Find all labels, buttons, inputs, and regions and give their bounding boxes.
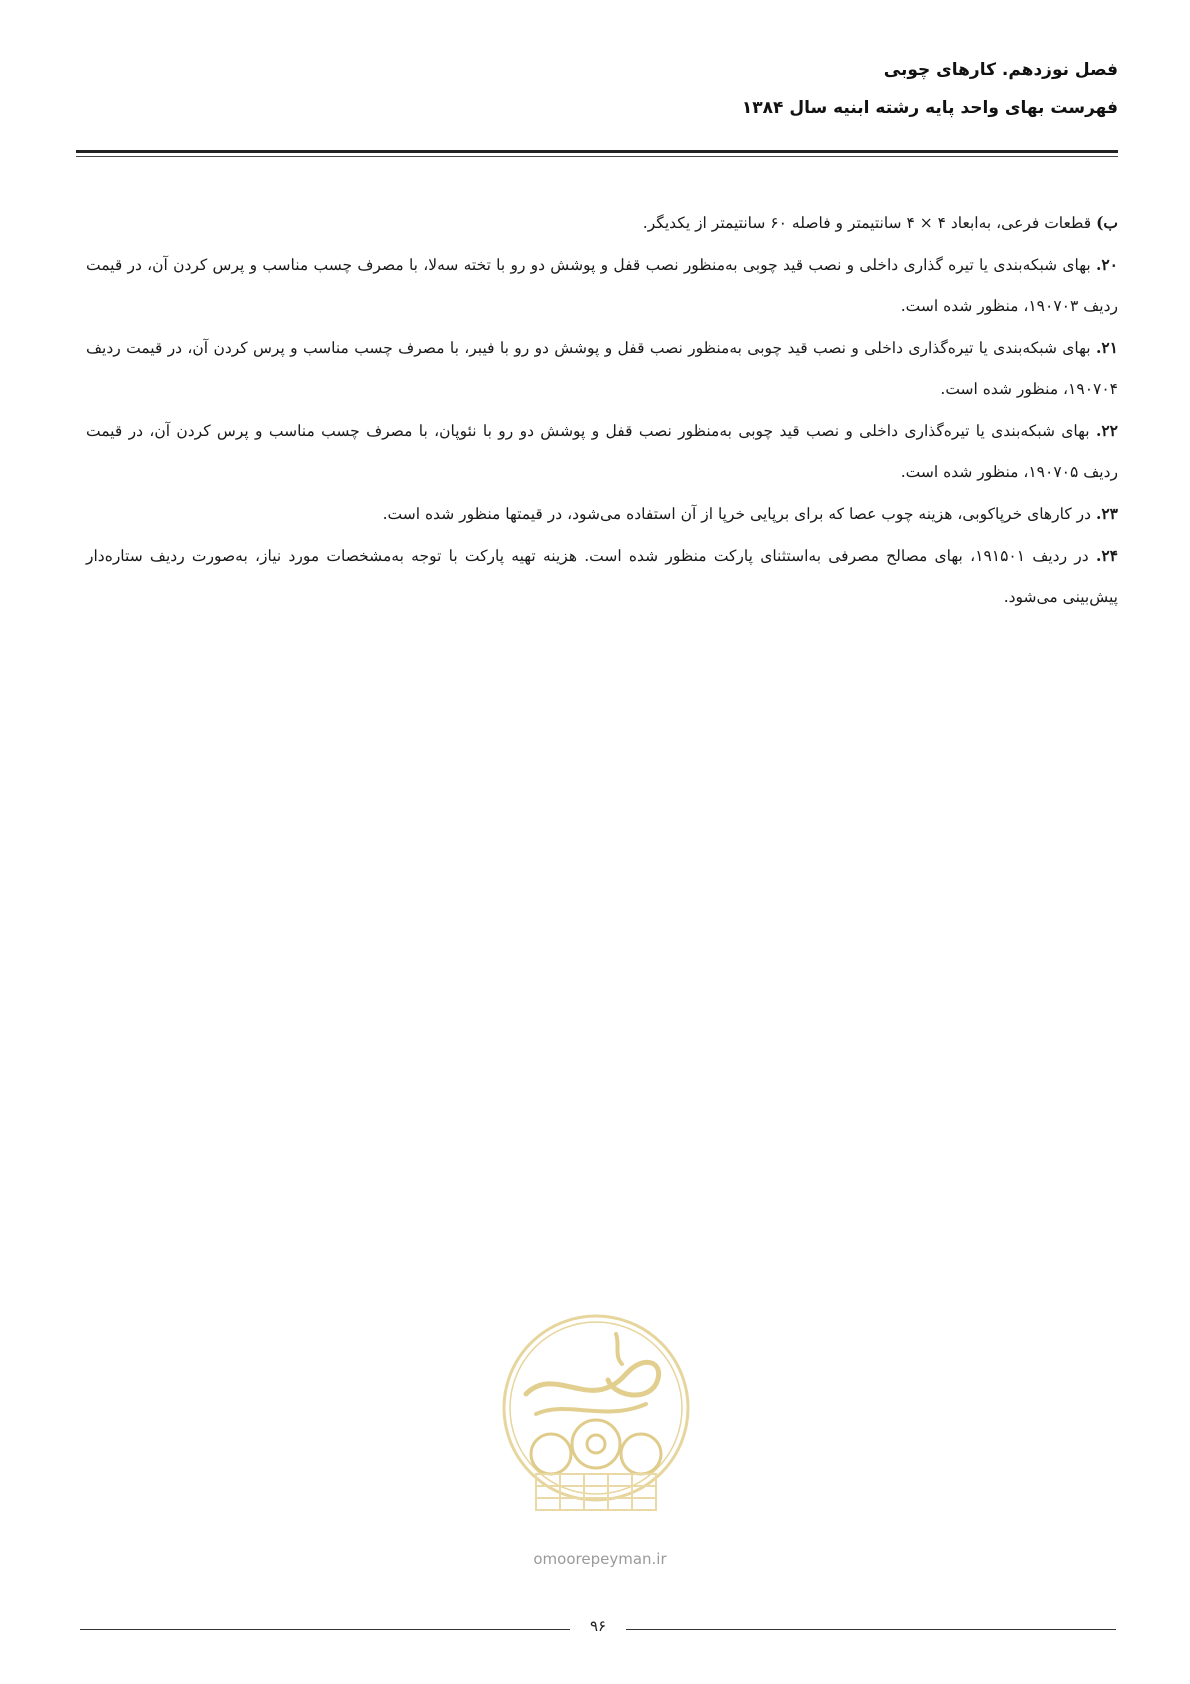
page-header bbox=[76, 58, 1118, 120]
note-23 bbox=[86, 493, 1118, 535]
note-number: ۲۱. bbox=[1095, 338, 1118, 357]
footer-divider-left bbox=[80, 1629, 570, 1630]
note-text: بهای شبکه‌بندی یا تیره‌گذاری داخلی و نصب قید چوبی به‌منظور نصب قفل و پوشش دو رو با نئوپان، با مصرف چسب مناسب و پرس کردن آن، در قیمت ردیف ۱۹۰۷۰۵، منظور شده است. bbox=[86, 422, 1118, 481]
header-divider bbox=[76, 150, 1118, 153]
note-number: ۲۴. bbox=[1095, 546, 1119, 565]
footer-divider-right bbox=[626, 1629, 1116, 1630]
watermark-caption: omoorepeyman.ir bbox=[533, 1550, 667, 1568]
note-number: ۲۳. bbox=[1095, 504, 1118, 523]
note-text: در کارهای خرپاکوبی، هزینه چوب عصا که برای برپایی خرپا از آن استفاده می‌شود، در قیمتها منظور شده است. bbox=[382, 505, 1096, 523]
chapter-title: فصل نوزدهم. کارهای چوبی bbox=[883, 60, 1118, 80]
note-20 bbox=[86, 244, 1118, 327]
watermark-logo-icon bbox=[496, 1304, 696, 1564]
document-title: فهرست بهای واحد پایه رشته ابنیه سال ۱۳۸۴ bbox=[741, 98, 1118, 118]
header-divider-thin bbox=[76, 156, 1118, 157]
item-b bbox=[86, 202, 1118, 244]
note-text: بهای شبکه‌بندی یا تیره‌گذاری داخلی و نصب قید چوبی به‌منظور نصب قفل و پوشش دو رو با فیبر، با مصرف چسب مناسب و پرس کردن آن، در قیمت ردیف ۱۹۰۷۰۴، منظور شده است. bbox=[86, 339, 1118, 398]
note-21 bbox=[86, 327, 1118, 410]
body-text bbox=[86, 202, 1118, 618]
item-b-label: ب) bbox=[1096, 213, 1118, 232]
note-24 bbox=[86, 535, 1118, 618]
note-number: ۲۲. bbox=[1095, 421, 1118, 440]
note-number: ۲۰. bbox=[1095, 255, 1118, 274]
note-text: بهای شبکه‌بندی یا تیره گذاری داخلی و نصب قید چوبی به‌منظور نصب قفل و پوشش دو رو با تخته سه‌لا، با مصرف چسب مناسب و پرس کردن آن، در قیمت ردیف ۱۹۰۷۰۳، منظور شده است. bbox=[86, 256, 1118, 315]
note-22 bbox=[86, 410, 1118, 493]
page-number: ۹۶ bbox=[589, 1617, 607, 1635]
note-text: در ردیف ۱۹۱۵۰۱، بهای مصالح مصرفی به‌استثنای پارکت منظور شده است. هزینه تهیه پارکت با توجه به‌مشخصات مورد نیاز، به‌صورت ردیف ستاره‌دار پیش‌بینی می‌شود. bbox=[86, 547, 1118, 606]
item-b-text: قطعات فرعی، به‌ابعاد ۴ × ۴ سانتیمتر و فاصله ۶۰ سانتیمتر از یکدیگر. bbox=[642, 214, 1097, 232]
